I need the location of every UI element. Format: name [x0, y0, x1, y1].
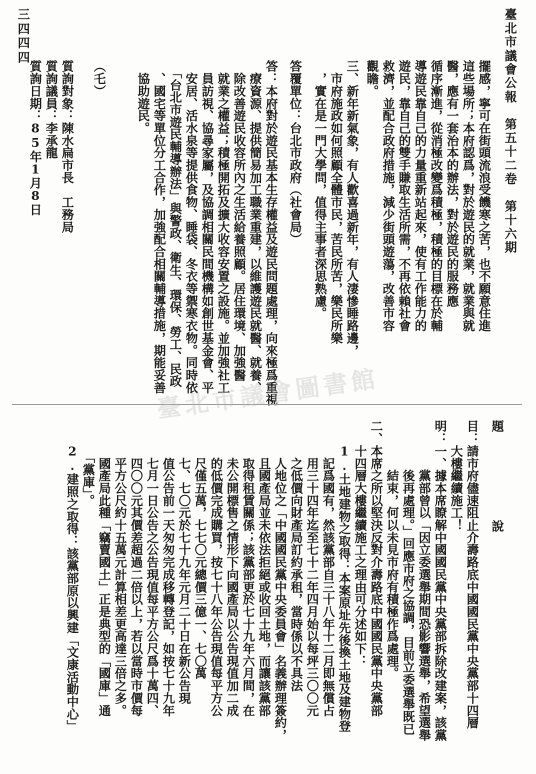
text-column: 七、七〇元於七十九年元月二十日在新公告現 [177, 420, 192, 705]
page-number: 三四四四 [16, 8, 31, 65]
text-column: 值公告前一天匆匆完成移轉登記，如按七十九年 [161, 420, 176, 717]
text-column: 之低價向財產局訂約承租，當時係以不具法 [289, 420, 304, 692]
text-column: 醫，應有一套治本的辦法，對於遊民的服務應 [445, 60, 460, 307]
text-column: 取得租賃關係；該黨部更於七十九年六月間，在 [241, 420, 256, 717]
inquiry-date: 質詢日期：85年1月8日 [28, 60, 43, 216]
text-column: 的低價完成購買，按七十八年公告現值每平方公 [209, 420, 224, 717]
section-marker: （乇） [92, 60, 107, 98]
page-header-title: 臺北市議會公報 第五十二卷 第十六期 [503, 8, 518, 255]
answer-unit-label: 答覆單位：台北市政府（社會局） [288, 60, 303, 246]
text-column: 人地位之「中國國民黨中央委員會」名義辦理簽約， [273, 420, 288, 742]
text-column: 目：請市府儘速阻止介壽路底中國國民黨中央黨部十四層 [465, 420, 480, 729]
text-column: 大樓繼續施工！ [449, 420, 464, 532]
text-column: 結束，何以未見市府有積極作爲處理。 [385, 420, 400, 680]
label-title: 題 [490, 420, 505, 433]
text-column: 且國產局並未依法拒絕或收回土地，而讓該黨部 [257, 420, 272, 717]
watermark: 臺北市議會圖書館 [155, 364, 381, 424]
text-column: 協助遊民。 [136, 60, 151, 135]
text-column: 救濟，並配合政府措施，減少街頭遊蕩，改善市容 [381, 60, 396, 332]
text-column: 三、新年新氣象，有人歡喜過新年，有人淒慘睡路邊， [345, 60, 360, 357]
text-column: 尺僅五萬，七七〇元總價三億一、七〇萬 [193, 420, 208, 680]
text-column: 記爲國有，然該黨部自三十八年十二月即無償占 [321, 420, 336, 717]
text-column: 未公開標售之情形下向國產局以公告現值加二成 [225, 420, 240, 717]
text-column: 七月一日公告之公告現值每平方公尺爲十萬四、 [145, 420, 160, 717]
inquiry-councilor: 質詢議員：李承龍 [44, 60, 59, 159]
inquiry-target: 質詢對象：陳水扁市長 工務局 [60, 60, 75, 233]
text-column: 平方公尺約十五萬元計算相差更高達三倍之多。 [113, 420, 128, 717]
text-column: 明：一、據本席瞭解中國國民黨中央黨部拆除改建案，該黨 [433, 420, 448, 742]
text-column: 「黨庫」。 [81, 420, 96, 507]
text-column: 答：本府對於遊民基本生存權益及遊民問題處理，向來極爲重視 [264, 60, 279, 406]
text-column: 二、本席之所以堅決反對介壽路底中國國民黨中央黨部 [369, 420, 384, 717]
label-explanation: 說 [490, 520, 505, 533]
text-column: 擺感，寧可在街頭流浪受饑寒之苦，也不願意住進 [477, 60, 492, 332]
text-column: 四〇〇元其價差超過二倍以上，若以當時市價每 [129, 420, 144, 717]
text-column: 就業之權益；積極開拓及擴大收容安置之設施。並加強社工 [216, 60, 231, 394]
text-column: 遊民，靠自己的雙手賺取生活所需，不再依賴社會 [397, 60, 412, 332]
text-column: 、國宅等單位分工合作，加強配合相關輔導措施，期能妥善 [152, 60, 167, 394]
text-column: 2.建照之取得：該黨部原以興建「文康活動中心」 [65, 420, 80, 733]
text-column: 用三十四年迄至七十二年四月始以每坪三〇〇元 [305, 420, 320, 717]
text-column: 循序漸進，從消極改變爲積極，積極的目標在於輔 [429, 60, 444, 332]
text-column: 1.土地建物之取得：本案原址先後換土地及建物登 [337, 420, 352, 733]
text-column: 「台北市遊民輔導辦法」與警政、衛生、環保、勞工、民政 [168, 60, 183, 388]
text-column: 國產局此種「竊賣國土」正是典型的「國庫」通 [97, 420, 112, 717]
text-column: 這些場所；本府認爲，對於遊民的就業，就業與就 [461, 60, 476, 332]
text-column: 十四層大樓繼續施工之理由可分述如下： [353, 420, 368, 667]
text-column: 導遊民靠自己的力量重新站起來，使有工作能力的 [413, 60, 428, 332]
text-column: 安居、活水泉等提供食物、睡袋、冬衣等禦寒衣物。同時依 [184, 60, 199, 394]
text-column: 黨部曾以「因立委選舉期間恐影響選舉，希望選舉 [417, 420, 432, 742]
text-column: 觀瞻。 [365, 60, 380, 98]
text-column: 員訪視、協尋家屬，及協調相關民間機構如創世基金會、平 [200, 60, 215, 394]
text-column: 療資源、提供簡易加工職業重建，以維護遊民就醫、就養、 [248, 60, 263, 394]
text-column: ，實在是一門大學問，值得主事者深思熟慮。 [313, 60, 328, 320]
text-column: 除改善遊民收容所內之生活給養照顧。居住環境、加強醫 [232, 60, 247, 382]
text-column: 市府施政如何照顧全體市民，苦民所苦，樂民所樂 [329, 60, 344, 345]
section-divider [12, 404, 522, 405]
text-column: 後再處理。」回應市府之協調，目前立委選舉既已 [401, 420, 416, 735]
